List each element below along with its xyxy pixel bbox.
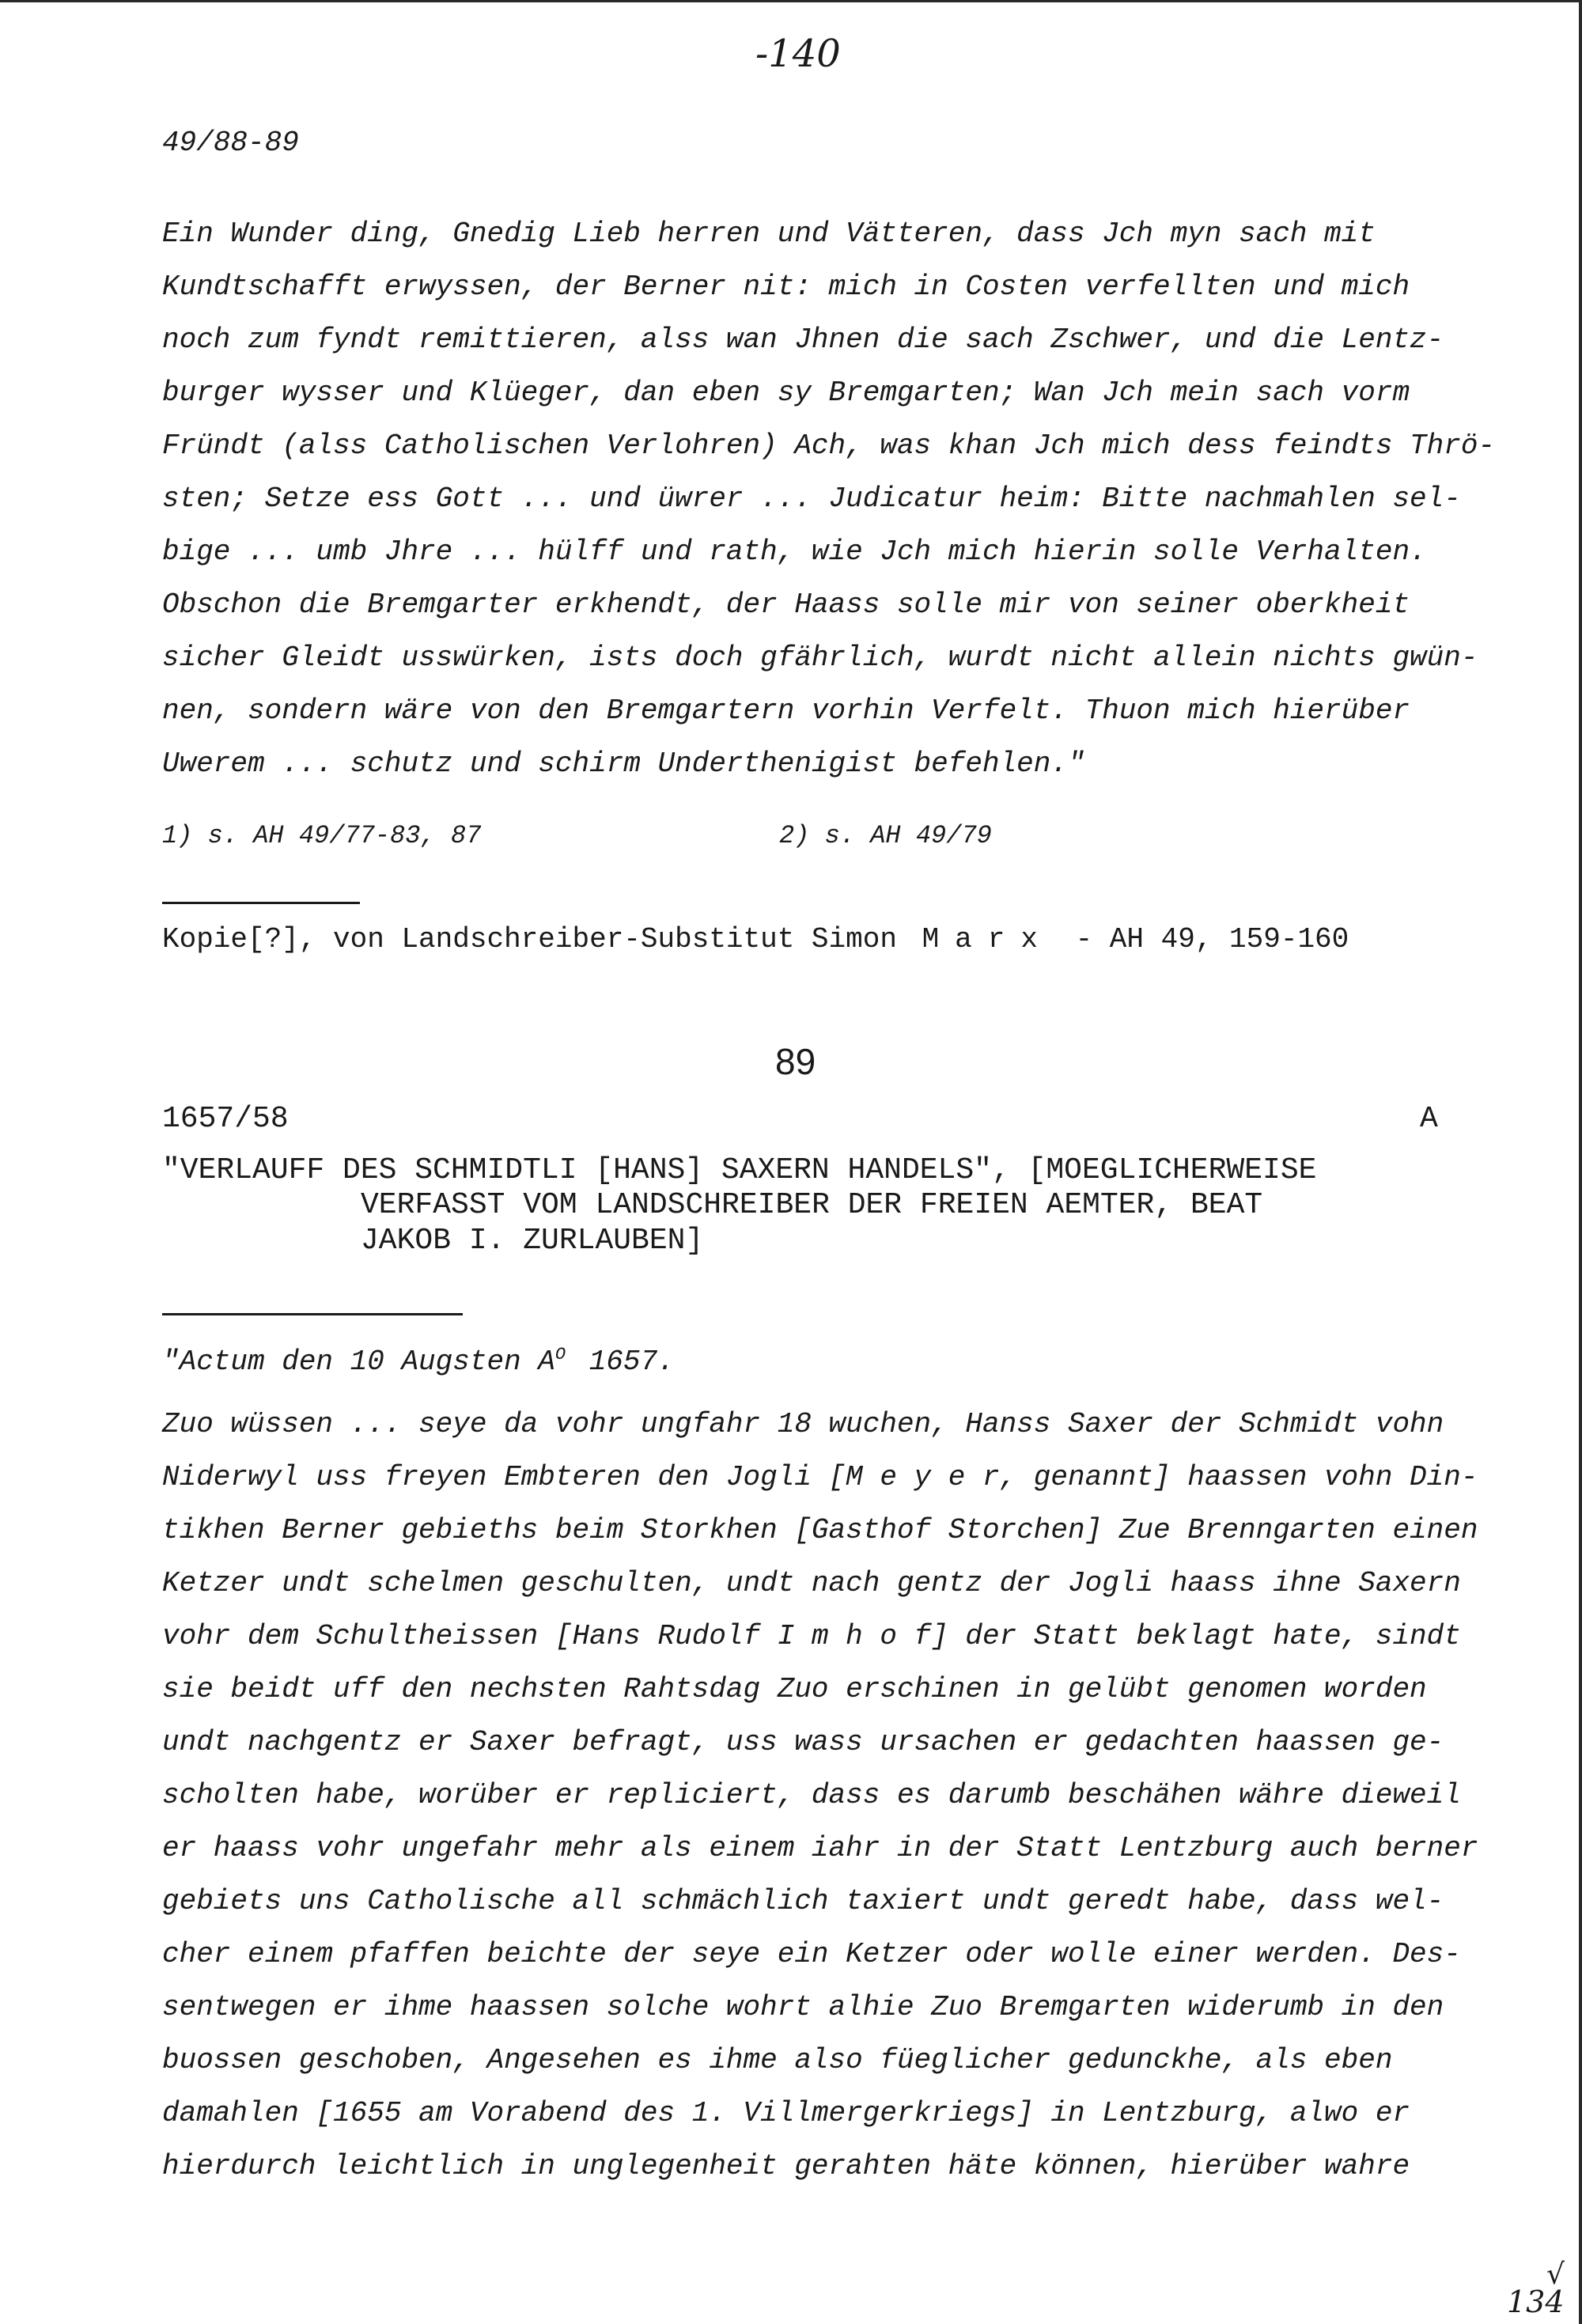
source-note xyxy=(162,923,1349,956)
document-body-line: gebiets uns Catholische all schmächlich taxiert undt geredt habe, dass wel- xyxy=(162,1885,1444,1917)
previous-document-text-line: bige ... umb Jhre ... hülff und rath, wie Jch mich hierin solle Verhalten. xyxy=(162,536,1427,568)
handwritten-page-number: -140 xyxy=(755,32,841,76)
bottom-right-mark: 134 xyxy=(1507,2284,1565,2319)
document-body-line: buossen geschoben, Angesehen es ihme also füeglicher gedunckhe, als eben xyxy=(162,2044,1393,2076)
source-prefix: Kopie[?], von Landschreiber-Substitut Simon xyxy=(162,923,897,956)
title-divider xyxy=(162,1313,463,1315)
previous-document-text-line: Kundtschafft erwyssen, der Berner nit: mich in Costen verfellten und mich xyxy=(162,271,1410,303)
previous-document-text-line: Obschon die Bremgarter erkhendt, der Haass solle mir von seiner oberkheit xyxy=(162,589,1410,621)
document-body-line: tikhen Berner gebieths beim Storkhen [Gasthof Storchen] Zue Brenngarten einen xyxy=(162,1514,1478,1546)
document-title-line-2: VERFASST VOM LANDSCHREIBER DER FREIEN AEMTER, BEAT xyxy=(361,1188,1263,1222)
document-title-line-3: JAKOB I. ZURLAUBEN] xyxy=(361,1224,704,1258)
previous-document-text xyxy=(162,207,1507,790)
document-date: 1657/58 xyxy=(162,1102,289,1136)
footnote-2: 2) s. AH 49/79 xyxy=(779,821,992,850)
source-suffix: - AH 49, 159-160 xyxy=(1075,923,1349,956)
document-body-line: scholten habe, worüber er repliciert, dass es darumb beschähen währe dieweil xyxy=(162,1779,1461,1811)
previous-document-text-line: nen, sondern wäre von den Bremgartern vorhin Verfelt. Thuon mich hierüber xyxy=(162,695,1410,727)
document-body-line: Ketzer undt schelmen geschulten, undt nach gentz der Jogli haass ihne Saxern xyxy=(162,1567,1461,1599)
previous-document-text-line: noch zum fyndt remittieren, alss wan Jhnen die sach Zschwer, und die Lentz- xyxy=(162,324,1444,356)
actum-year: 1657. xyxy=(589,1346,675,1378)
previous-document-reference: 49/88-89 xyxy=(162,127,299,159)
previous-document-text-line: sicher Gleidt usswürken, ists doch gfährlich, wurdt nicht allein nichts gwün- xyxy=(162,642,1478,674)
document-body-line: undt nachgentz er Saxer befragt, uss wass ursachen er gedachten haassen ge- xyxy=(162,1726,1444,1758)
document-body-line: sentwegen er ihme haassen solche wohrt alhie Zuo Bremgarten widerumb in den xyxy=(162,1991,1444,2023)
document-body-line: sie beidt uff den nechsten Rahtsdag Zuo erschinen in gelübt genomen worden xyxy=(162,1673,1427,1705)
actum-prefix: "Actum den 10 Augsten A xyxy=(162,1346,555,1378)
frame-top-border xyxy=(0,0,1582,2)
previous-document-text-line: Uwerem ... schutz und schirm Underthenigist befehlen." xyxy=(162,748,1085,780)
previous-document-text-line: sten; Setze ess Gott ... und üwrer ... Judicatur heim: Bitte nachmahlen sel- xyxy=(162,483,1461,515)
source-divider xyxy=(162,902,360,904)
document-body-text xyxy=(162,1398,1507,2193)
document-letter: A xyxy=(1420,1102,1438,1136)
document-title-line-1: "VERLAUFF DES SCHMIDTLI [HANS] SAXERN HANDELS", [MOEGLICHERWEISE xyxy=(162,1153,1317,1187)
actum-line xyxy=(162,1345,675,1378)
previous-document-text-line: Fründt (alss Catholischen Verlohren) Ach, was khan Jch mich dess feindts Thrö- xyxy=(162,430,1496,462)
footnote-1: 1) s. AH 49/77-83, 87 xyxy=(162,821,482,850)
frame-right-border xyxy=(1579,0,1582,2324)
previous-document-text-line: burger wysser und Klüeger, dan eben sy Bremgarten; Wan Jch mein sach vorm xyxy=(162,377,1410,409)
document-body-line: damahlen [1655 am Vorabend des 1. Villmergerkriegs] in Lentzburg, alwo er xyxy=(162,2097,1410,2129)
document-body-line: Zuo wüssen ... seye da vohr ungfahr 18 wuchen, Hanss Saxer der Schmidt vohn xyxy=(162,1408,1444,1440)
document-body-line: cher einem pfaffen beichte der seye ein Ketzer oder wolle einer werden. Des- xyxy=(162,1938,1461,1970)
previous-document-text-line: Ein Wunder ding, Gnedig Lieb herren und Vätteren, dass Jch myn sach mit xyxy=(162,218,1376,250)
bottom-right-check: √ xyxy=(1546,2258,1565,2291)
document-body-line: Niderwyl uss freyen Embteren den Jogli [M e y e r, genannt] haassen vohn Din- xyxy=(162,1461,1478,1493)
actum-superscript: O xyxy=(554,1345,566,1364)
document-body-line: er haass vohr ungefahr mehr als einem iahr in der Statt Lentzburg auch berner xyxy=(162,1832,1478,1864)
document-body-line: vohr dem Schultheissen [Hans Rudolf I m h o f] der Statt beklagt hate, sindt xyxy=(162,1620,1461,1652)
document-number: 89 xyxy=(775,1041,816,1082)
source-name: Marx xyxy=(922,923,1054,956)
document-body-line: hierdurch leichtlich in unglegenheit gerahten häte können, hierüber wahre xyxy=(162,2150,1410,2182)
